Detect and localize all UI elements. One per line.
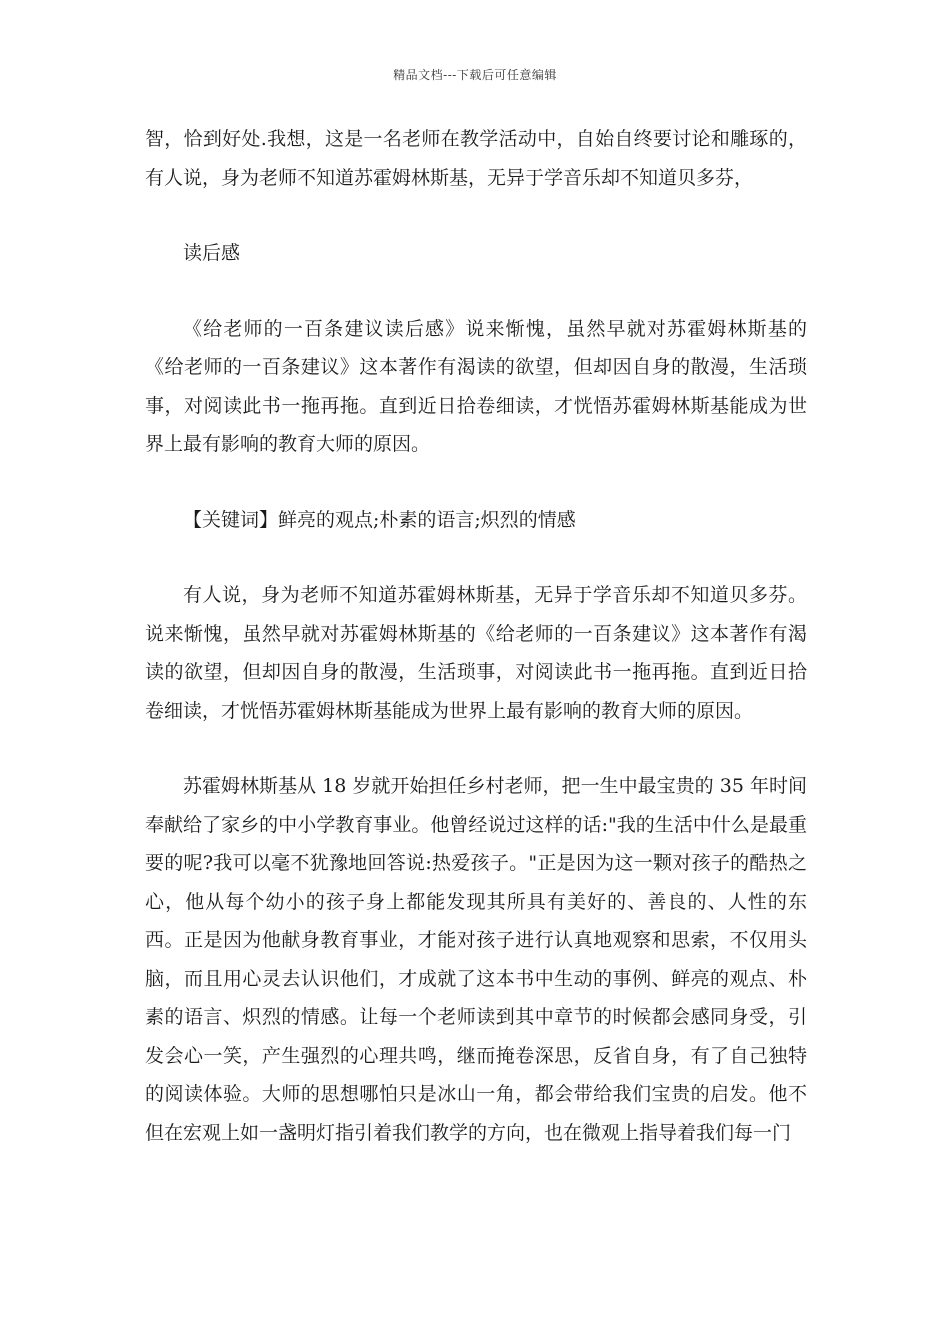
paragraph-gap	[145, 539, 807, 576]
paragraph-body: 有人说，身为老师不知道苏霍姆林斯基，无异于学音乐却不知道贝多芬。说来惭愧，虽然早就对苏霍姆林斯基的《给老师的一百条建议》这本著作有渴读的欲望，但却因自身的散漫，生活琐事，对阅读此书一拖再拖。直到近日拾卷细读，才恍悟苏霍姆林斯基能成为世界上最有影响的教育大师的原因。	[145, 584, 807, 722]
paragraph-body: 苏霍姆林斯基从 18 岁就开始担任乡村老师，把一生中最宝贵的 35 年时间奉献给了家乡的中小学教育事业。他曾经说过这样的话:"我的生活中什么是最重要的呢?我可以毫不犹豫地回答说:热爱孩子。"正是因为这一颗对孩子的酷热之心，他从每个幼小的孩子身上都能发现其所具有美好的、善良的、人性的东西。正是因为他献身教育事业，才能对孩子进行认真地观察和思索，不仅用头脑，而且用心灵去认识他们，才成就了这本书中生动的事例、鲜亮的观点、朴素的语言、炽烈的情感。让每一个老师读到其中章节的时候都会感同身受，引发会心一笑，产生强烈的心理共鸣，继而掩卷深思，反省自身，有了自己独特的阅读体验。大师的思想哪怕只是冰山一角，都会带给我们宝贵的启发。他不但在宏观上如一盏明灯指引着我们教学的方向，也在微观上指导着我们每一门	[145, 775, 807, 1144]
section-heading: 读后感	[183, 242, 241, 264]
keywords-line: 【关键词】鲜亮的观点;朴素的语言;炽烈的情感	[183, 508, 576, 531]
paragraph-gap	[145, 197, 807, 234]
page-header: 精品文档---下载后可任意编辑	[393, 68, 557, 82]
paragraph-continuation: 智，恰到好处.我想，这是一名老师在教学活动中，自始自终要讨论和雕琢的，有人说，身为老师不知道苏霍姆林斯基，无异于学音乐却不知道贝多芬，	[145, 128, 807, 189]
paragraph-gap	[145, 464, 807, 501]
paragraph-intro: 《给老师的一百条建议读后感》说来惭愧，虽然早就对苏霍姆林斯基的《给老师的一百条建议》这本著作有渴读的欲望，但却因自身的散漫，生活琐事，对阅读此书一拖再拖。直到近日拾卷细读，才恍悟苏霍姆林斯基能成为世界上最有影响的教育大师的原因。	[145, 317, 807, 455]
document-body	[145, 120, 807, 1152]
paragraph-gap	[145, 273, 807, 310]
paragraph-gap	[145, 730, 807, 767]
